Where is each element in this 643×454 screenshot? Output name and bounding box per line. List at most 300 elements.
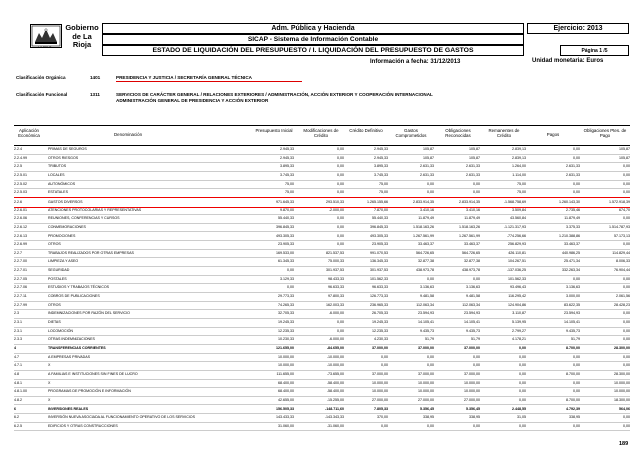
row-value-5: 0,00 [519,371,526,376]
row-code: 2.3 [14,311,19,316]
row-value-7: 105,87 [619,155,630,160]
row-value-3: 564.726,65 [416,250,434,255]
row-value-0: 971.645,33 [276,199,294,204]
row-value-5: 0,00 [519,389,526,394]
row-value-1: 0,00 [337,328,344,333]
row-value-4: 2.631,33 [466,164,480,169]
row-value-4: 3.136,63 [466,285,480,290]
row-value-0: 2.945,33 [280,147,294,151]
row-value-7: 564,06 [619,406,630,411]
row-value-6: 51,79 [571,337,580,342]
row-value-2: 4.230,33 [374,337,388,342]
row-value-2: 75,00 [379,181,388,186]
row-value-1: 0,00 [337,164,344,169]
row-value-6: 8.700,00 [566,345,580,350]
row-code: 2.2.6.01 [14,207,27,212]
row-value-5: 75,00 [517,190,526,195]
row-value-0: 2.945,33 [280,155,294,160]
row-value-4: 2.833.914,35 [459,199,480,204]
row-value-3: 11.879,49 [418,216,434,221]
col-aplicacion: Aplicación Económica [18,128,40,138]
row-value-1: 293.510,33 [326,199,344,204]
row-denominacion: AUTONÓMICOS [48,181,76,186]
row-value-4: 2.631,33 [466,172,480,177]
row-value-3: 3.136,63 [420,285,434,290]
row-value-5: 31,05 [517,415,526,420]
row-value-0: 74.265,33 [278,302,294,307]
row-value-0: 19.245,33 [278,320,294,324]
row-value-2: 10.000,00 [372,380,388,385]
row-denominacion: PRIMAS DE SEGUROS [48,147,87,151]
row-value-5: -137.036,25 [506,268,526,273]
row-value-2: 27.000,00 [372,397,388,402]
row-code: 2.2.7.06 [14,285,27,290]
row-value-4: 338,95 [469,415,480,420]
organica-underline [116,81,302,82]
row-code: 4 [14,345,16,350]
row-denominacion: REUNIONES, CONFERENCIAS Y CURSOS [48,216,120,221]
row-value-2: 19.245,33 [372,320,388,324]
row-value-0: 3.895,33 [280,164,294,169]
row-value-4: 9.435,73 [466,328,480,333]
row-value-3: 1.518.163,26 [413,224,434,229]
row-value-5: 1.264,00 [512,164,526,169]
row-value-2: 0,00 [381,363,388,368]
row-value-4: 33.463,37 [464,242,480,247]
row-value-4: 37.000,00 [464,345,480,350]
row-code: 4.8.1.00 [14,389,27,394]
row-denominacion: ESTUDIOS Y TRABAJOS TÉCNICOS [48,285,110,290]
row-value-7: 114.829,44 [612,250,630,255]
row-value-3: 105,87 [423,147,434,151]
row-value-0: 68.400,00 [278,380,294,385]
row-code: 4.8.1 [14,380,22,385]
row-value-6: 9.435,73 [566,328,580,333]
row-value-6: 23.594,93 [564,311,580,316]
row-denominacion: SEGURIDAD [48,268,70,273]
row-value-0: 3.745,33 [280,172,294,177]
row-value-4: 10.000,00 [464,380,480,385]
table-row [14,422,630,432]
row-value-2: 7.805,33 [374,406,388,411]
row-value-6: 0,00 [573,423,580,428]
row-code: 2.2.7.00 [14,259,27,264]
col-pagos: Pagos [546,132,560,137]
report-title: ESTADO DE LIQUIDACIÓN DEL PRESUPUESTO / I. LIQUIDACIÓN DEL PRESUPUESTO DE GASTOS [102,45,524,56]
row-value-4: 9.481,58 [466,294,480,299]
row-value-6: 33.463,37 [564,242,580,247]
row-denominacion: X [48,397,51,402]
row-value-4: 0,00 [473,190,480,195]
row-denominacion: ATENCIONES PROTOCOLARIAS Y REPRESENTATIVAS [48,207,142,212]
row-value-7: 0,00 [623,190,630,195]
row-value-2: 991.070,53 [370,250,388,255]
row-value-7: 57.173,13 [614,233,630,238]
row-value-7: 0,00 [623,423,630,428]
row-code: 2.3.1 [14,320,22,324]
info-fecha: Información a fecha: 31/12/2013 [370,59,461,65]
row-value-2: 396.845,33 [370,224,388,229]
row-value-3: 112.063,34 [416,302,434,307]
row-value-5: 2.839,13 [512,147,526,151]
row-value-3: 0,00 [427,190,434,195]
row-value-2: 0,00 [381,423,388,428]
table-header [14,125,630,146]
row-value-3: 27.000,00 [418,397,434,402]
row-value-2: 37.000,00 [372,371,388,376]
row-value-1: 0,00 [337,155,344,160]
row-value-2: 236.965,33 [370,302,388,307]
row-value-5: 3.110,87 [512,311,526,316]
row-code: 4.7 [14,354,19,359]
row-code: 2.3.3 [14,337,22,342]
row-code: 2.2.7.99 [14,302,27,307]
row-value-5: 426.110,81 [508,250,526,255]
row-code: 2.2.7 [14,250,22,255]
row-value-1: 162.003,33 [326,302,344,307]
row-value-0: 29.773,33 [278,294,294,299]
row-code: 6.2.5 [14,423,22,428]
row-value-1: 96.633,33 [328,285,344,290]
row-denominacion: OTRAS INDEMNIZACIONES [48,337,95,342]
row-value-2: 7.870,00 [374,207,388,212]
row-value-2: 493.305,33 [370,233,388,238]
row-value-4: 112.063,34 [462,302,480,307]
row-value-7: 0,00 [623,354,630,359]
row-code: 2.2.5.02 [14,181,27,186]
row-value-3: 1.267.561,99 [413,233,434,238]
row-value-0: 156.505,33 [276,406,294,411]
row-code: 4.8.2 [14,397,22,402]
row-value-0: 75,00 [285,190,294,195]
row-value-1: 0,00 [337,147,344,151]
row-value-1: -10.000,00 [326,354,344,359]
row-value-4: 0,00 [473,276,480,281]
row-value-4: 564.726,65 [462,250,480,255]
row-value-3: 37.000,00 [418,345,434,350]
row-value-5: 93.496,43 [510,285,526,290]
row-value-6: 338,95 [569,415,580,420]
row-value-4: 32.877,38 [464,259,480,264]
row-value-5: 0,00 [519,345,526,350]
row-value-4: 1.267.561,99 [459,233,480,238]
row-value-2: 101.562,33 [370,276,388,281]
organica-value: PRESIDENCIA Y JUSTICIA / SECRETARÍA GENERAL TÉCNICA [116,75,252,80]
row-value-2: 301.937,53 [370,268,388,273]
col-presupuesto: Presupuesto Inicial [255,128,293,133]
row-value-5: 5.139,95 [512,320,526,324]
row-value-4: 37.000,00 [464,371,480,376]
row-value-1: 98.433,33 [328,276,344,281]
row-value-6: 14.105,41 [564,320,580,324]
row-value-0: 0,00 [287,285,294,290]
row-code: 2.2.7.01 [14,268,27,273]
row-denominacion: POSTALES [48,276,67,281]
row-value-6: 8.700,00 [566,371,580,376]
ejercicio-box: Ejercicio: 2013 [527,23,629,34]
row-value-7: 10.000,00 [614,389,630,394]
row-value-6: 0,00 [573,276,580,281]
row-value-2: 3.895,33 [374,164,388,169]
row-code: 2.2.6.99 [14,242,27,247]
row-value-7: 2.061,56 [616,294,630,299]
row-value-6: 0,00 [573,389,580,394]
row-value-6: 2.631,33 [566,172,580,177]
row-value-7: 1.514.787,93 [609,224,630,229]
row-value-7: 18.300,00 [614,397,630,402]
row-code: 4.7.1 [14,363,22,368]
row-value-7: 0,00 [623,276,630,281]
row-value-3: 23.594,93 [418,311,434,316]
row-value-3: 33.463,37 [418,242,434,247]
row-value-4: 11.879,49 [464,216,480,221]
row-value-6: 8.700,00 [566,397,580,402]
row-value-3: 5.356,45 [420,406,434,411]
row-value-1: 0,00 [337,320,344,324]
row-value-7: 0,00 [623,181,630,186]
row-value-6: 440.986,25 [562,250,580,255]
row-denominacion: CONMEMORACIONES [48,224,86,229]
row-denominacion: X [48,380,51,385]
row-value-5: 256.829,93 [508,242,526,247]
row-value-6: 2.631,33 [566,164,580,169]
row-code: 2.2.6.06 [14,216,27,221]
row-value-3: 32.877,38 [418,259,434,264]
row-denominacion: LIMPIEZA Y ASEO [48,259,79,264]
row-value-7: 0,00 [623,311,630,316]
funcional-value: SERVICIOS DE CARÁCTER GENERAL / RELACIONES EXTERIORES / ADMINISTRACIÓN, ACCIÓN EXTERIOR Y COOPERACIÓN INTERNACIONAL [116,92,433,97]
row-denominacion: COBROS DE PUBLICACIONES [48,294,100,299]
row-value-4: 0,00 [473,354,480,359]
row-value-7: 0,00 [623,216,630,221]
row-value-5: 101.562,33 [508,276,526,281]
row-value-3: 2.833.914,35 [413,199,434,204]
row-value-5: 1.114,00 [512,172,526,177]
row-value-1: -148.711,60 [325,406,344,411]
row-value-5: 0,00 [519,397,526,402]
row-value-7: 1.572.918,39 [609,199,630,204]
row-denominacion: INVERSIONES REALES [48,406,89,411]
row-value-5: -1.121.317,93 [503,224,526,229]
row-denominacion: INVERSIÓN NUEVA ASOCIADA AL FUNCIONAMIENTO OPERATIVO DE LOS SERVICIOS [48,415,195,420]
row-value-1: -15.255,00 [326,397,344,402]
row-value-5: 3.509,84 [512,207,526,212]
row-value-3: 2.631,33 [420,172,434,177]
system-title: SICAP - Sistema de Información Contable [102,34,524,45]
row-value-0: 10.000,00 [278,363,294,368]
row-value-0: 23.905,33 [278,242,294,247]
row-value-5: 124.904,86 [508,302,526,307]
row-value-1: -58.400,00 [326,380,344,385]
row-value-7: 0,00 [623,172,630,177]
row-value-5: 0,00 [519,354,526,359]
row-value-7: 105,87 [619,147,630,151]
row-value-1: 0,00 [337,233,344,238]
row-value-7: 674,70 [619,207,630,212]
row-value-0: 32.705,33 [278,311,294,316]
row-denominacion: EDIFICIOS Y OTRAS CONSTRUCCIONES [48,423,118,428]
row-value-6: 1.260.143,30 [559,199,580,204]
row-value-3: 9.435,73 [420,328,434,333]
row-value-3: 14.105,41 [418,320,434,324]
row-value-3: 0,00 [427,354,434,359]
row-value-3: 10.000,00 [418,380,434,385]
row-value-7: 28.300,00 [614,371,630,376]
row-value-7: 28.428,23 [614,302,630,307]
row-value-3: 438.973,78 [416,268,434,273]
row-value-6: 3.375,33 [566,224,580,229]
row-value-0: 10.000,00 [278,354,294,359]
row-value-1: 301.937,53 [326,268,344,273]
logo-caption: LA RIOJA [38,45,52,49]
row-value-3: 0,00 [427,423,434,428]
row-value-4: 105,87 [469,155,480,160]
row-value-1: 97.800,33 [328,294,344,299]
row-value-2: 136.345,33 [370,259,388,264]
row-value-6: 83.622,35 [564,302,580,307]
row-value-2: 26.705,33 [372,311,388,316]
row-value-7: 0,00 [623,285,630,290]
row-value-7: 76.904,44 [614,268,630,273]
row-value-2: 2.945,33 [374,155,388,160]
row-value-7: 28.300,00 [614,345,630,350]
row-value-2: 12.235,33 [372,328,388,333]
pagina-box: Página 1 /5 [560,45,629,56]
row-value-2: 1.265.155,66 [367,199,388,204]
row-value-7: 0,00 [623,164,630,169]
row-value-2: 55.440,33 [372,216,388,221]
row-value-5: 2.839,13 [512,155,526,160]
row-denominacion: X [48,363,51,368]
row-denominacion: A EMPRESAS PRIVADAS [48,354,91,359]
row-value-6: 0,00 [573,155,580,160]
col-remanentes: Remanentes de Crédito [488,128,520,138]
row-value-1: 0,00 [337,224,344,229]
row-denominacion: DIETAS [48,320,61,324]
row-value-1: -143.343,33 [324,415,344,420]
row-value-2: 370,00 [377,415,388,420]
row-denominacion: OTROS [48,302,61,307]
row-value-3: 51,79 [425,337,434,342]
row-value-1: 821.537,53 [326,250,344,255]
row-code: 2.2.4 [14,147,22,151]
row-value-6: 0,00 [573,363,580,368]
row-value-5: 75,00 [517,181,526,186]
row-value-0: 143.433,33 [276,415,294,420]
row-value-7: 0,00 [623,337,630,342]
page-number: 189 [619,441,629,447]
row-code: 2.2.6.13 [14,233,27,238]
row-value-2: 0,00 [381,354,388,359]
row-value-3: 0,00 [427,181,434,186]
row-value-0: 3.129,33 [280,276,294,281]
row-denominacion: PROGRAMAS DE PROMOCIÓN E INFORMACIÓN [48,389,131,394]
row-value-0: 61.345,33 [278,259,294,264]
row-value-3: 3.410,16 [420,207,434,212]
row-value-6: 332.263,34 [562,268,580,273]
row-value-7: 0,00 [623,320,630,324]
department-title: Adm. Pública y Hacienda [102,23,524,34]
col-pendientes: Obligaciones Ptes. de Pago [583,128,627,138]
row-value-0: 10.230,33 [278,337,294,342]
row-code: 6 [14,406,16,411]
row-value-1: -84.655,00 [326,345,344,350]
row-value-3: 0,00 [427,276,434,281]
row-code: 2.2.5 [14,164,22,169]
row-code: 6.2 [14,415,19,420]
coat-of-arms-icon [31,25,61,47]
row-value-7: 0,00 [623,328,630,333]
row-value-1: -6.000,00 [328,311,344,316]
row-value-0: 121.655,00 [276,345,294,350]
row-value-0: 493.305,33 [276,233,294,238]
row-value-2: 10.000,00 [372,389,388,394]
row-value-3: 105,87 [423,155,434,160]
row-value-0: 111.655,00 [276,371,294,376]
row-value-5: 0,00 [519,423,526,428]
row-value-6: 11.879,49 [564,216,580,221]
row-value-7: 8.006,33 [616,259,630,264]
row-value-2: 96.633,33 [372,285,388,290]
row-value-1: 75.000,33 [328,259,344,264]
row-value-2: 23.905,33 [372,242,388,247]
funcional-label: Clasificación Funcional [16,92,68,97]
row-value-6: 0,00 [573,190,580,195]
row-value-4: 1.518.163,26 [459,224,480,229]
row-code: 4.8 [14,371,19,376]
row-value-6: 1.210.388,86 [559,233,580,238]
row-value-4: 10.000,00 [464,389,480,394]
row-value-7: 0,00 [623,363,630,368]
row-code: 2.2.5.03 [14,190,27,195]
row-value-2: 3.745,33 [374,172,388,177]
row-value-4: 0,00 [473,423,480,428]
row-value-2: 37.000,00 [372,345,388,350]
row-value-5: 0,00 [519,363,526,368]
row-denominacion: OTROS RIESGOS [48,155,79,160]
row-value-3: 37.000,00 [418,371,434,376]
row-value-2: 75,00 [379,190,388,195]
row-value-3: 9.481,58 [420,294,434,299]
gobierno-label: Gobierno de La Rioja [65,23,99,50]
row-code: 2.2.6 [14,199,22,204]
row-denominacion: TRABAJOS REALIZADOS POR OTRAS EMPRESAS [48,250,134,255]
row-denominacion: TRANSFERENCIAS CORRIENTES [48,345,106,350]
unidad-monetaria: Unidad monetaria: Euros [532,58,604,64]
row-denominacion: GASTOS DIVERSOS [48,199,83,204]
row-value-4: 23.594,93 [464,311,480,316]
row-value-1: -2.000,00 [328,207,344,212]
row-value-6: 0,00 [573,354,580,359]
row-value-5: -1.568.758,69 [503,199,526,204]
row-value-6: 0,00 [573,181,580,186]
row-value-0: 31.060,00 [278,423,294,428]
row-code: 2.2.6.12 [14,224,27,229]
row-value-4: 0,00 [473,181,480,186]
row-value-0: 9.870,00 [280,207,294,212]
row-value-1: -73.655,00 [326,371,344,376]
col-obligaciones: Obligaciones Reconocidas [445,128,471,138]
row-code: 2.2.4.99 [14,155,27,160]
row-value-1: -58.400,00 [326,389,344,394]
organica-code: 1401 [90,75,101,80]
row-value-0: 42.655,00 [278,397,294,402]
row-value-6: 2.735,46 [566,207,580,212]
row-value-4: 14.105,41 [464,320,480,324]
row-value-7: 0,00 [623,415,630,420]
row-value-6: 3.000,00 [566,294,580,299]
row-code: 2.2.7.11 [14,294,27,299]
